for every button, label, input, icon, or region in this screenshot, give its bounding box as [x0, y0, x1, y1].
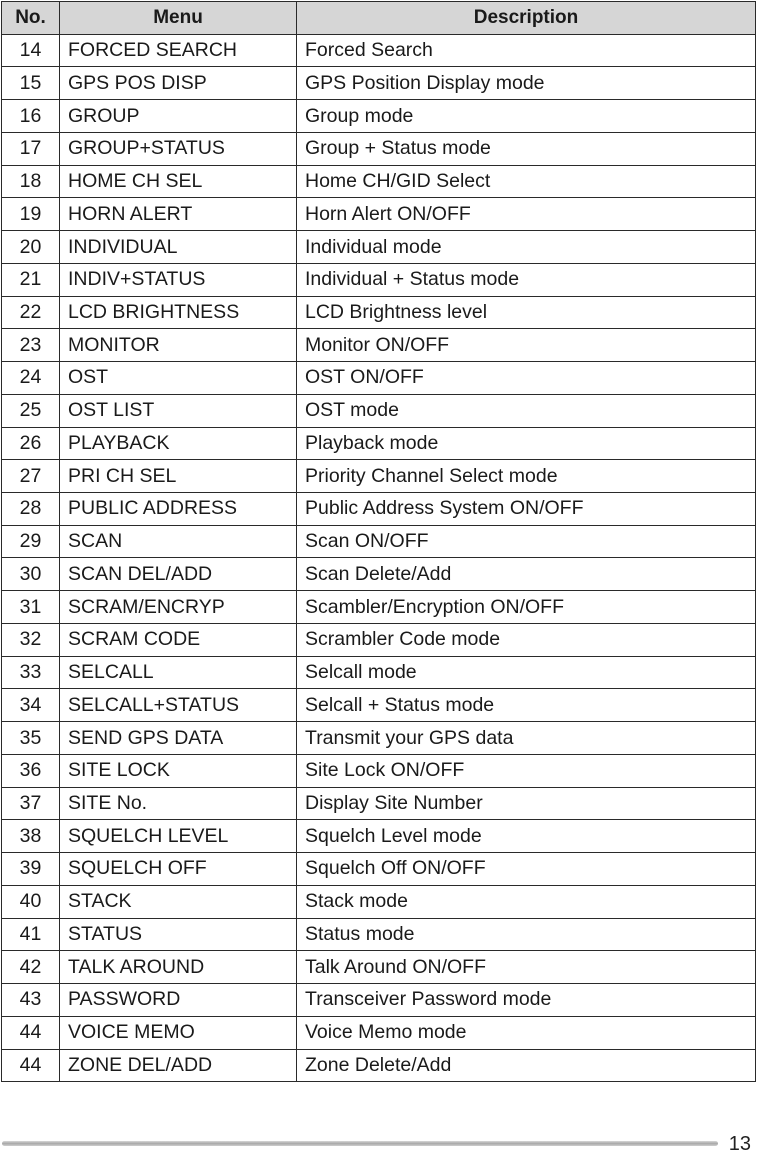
- cell-description: Selcall mode: [297, 656, 756, 689]
- cell-description: Site Lock ON/OFF: [297, 754, 756, 787]
- table-row: [2, 722, 756, 755]
- table-row: [2, 623, 756, 656]
- cell-description: Display Site Number: [297, 787, 756, 820]
- cell-description: Forced Search: [297, 34, 756, 67]
- table-row: [2, 787, 756, 820]
- cell-no: 16: [2, 100, 60, 133]
- cell-menu: GROUP: [60, 100, 297, 133]
- table-row: [2, 329, 756, 362]
- header-no: No.: [2, 2, 60, 35]
- table-row: [2, 525, 756, 558]
- cell-menu: SCRAM CODE: [60, 623, 297, 656]
- menu-table: [1, 1, 756, 1082]
- cell-menu: GROUP+STATUS: [60, 132, 297, 165]
- cell-menu: SITE LOCK: [60, 754, 297, 787]
- cell-no: 14: [2, 34, 60, 67]
- table-row: [2, 394, 756, 427]
- table-row: [2, 984, 756, 1017]
- cell-no: 38: [2, 820, 60, 853]
- cell-menu: OST LIST: [60, 394, 297, 427]
- cell-menu: SITE No.: [60, 787, 297, 820]
- cell-menu: PASSWORD: [60, 984, 297, 1017]
- table-row: [2, 656, 756, 689]
- cell-description: Priority Channel Select mode: [297, 460, 756, 493]
- cell-no: 29: [2, 525, 60, 558]
- table-row: [2, 591, 756, 624]
- cell-no: 25: [2, 394, 60, 427]
- cell-no: 41: [2, 918, 60, 951]
- cell-description: Scan Delete/Add: [297, 558, 756, 591]
- cell-description: Talk Around ON/OFF: [297, 951, 756, 984]
- table-row: [2, 427, 756, 460]
- cell-no: 28: [2, 493, 60, 526]
- cell-description: Zone Delete/Add: [297, 1049, 756, 1082]
- cell-no: 37: [2, 787, 60, 820]
- table-row: [2, 558, 756, 591]
- cell-description: Group + Status mode: [297, 132, 756, 165]
- table-row: [2, 689, 756, 722]
- cell-no: 40: [2, 885, 60, 918]
- cell-no: 33: [2, 656, 60, 689]
- cell-menu: VOICE MEMO: [60, 1016, 297, 1049]
- table-body: [2, 34, 756, 1082]
- table-header-row: [2, 2, 756, 35]
- cell-menu: SCRAM/ENCRYP: [60, 591, 297, 624]
- table-row: [2, 918, 756, 951]
- cell-description: Stack mode: [297, 885, 756, 918]
- cell-menu: INDIV+STATUS: [60, 263, 297, 296]
- cell-description: Squelch Off ON/OFF: [297, 853, 756, 886]
- cell-no: 19: [2, 198, 60, 231]
- cell-menu: ZONE DEL/ADD: [60, 1049, 297, 1082]
- cell-no: 27: [2, 460, 60, 493]
- cell-no: 17: [2, 132, 60, 165]
- cell-description: Scambler/Encryption ON/OFF: [297, 591, 756, 624]
- cell-menu: PLAYBACK: [60, 427, 297, 460]
- cell-description: Group mode: [297, 100, 756, 133]
- table-row: [2, 1016, 756, 1049]
- cell-no: 26: [2, 427, 60, 460]
- cell-description: Voice Memo mode: [297, 1016, 756, 1049]
- table-row: [2, 263, 756, 296]
- table-row: [2, 885, 756, 918]
- cell-description: Selcall + Status mode: [297, 689, 756, 722]
- cell-no: 24: [2, 362, 60, 395]
- cell-description: Public Address System ON/OFF: [297, 493, 756, 526]
- cell-description: Scan ON/OFF: [297, 525, 756, 558]
- cell-menu: SQUELCH LEVEL: [60, 820, 297, 853]
- table-row: [2, 362, 756, 395]
- cell-no: 44: [2, 1016, 60, 1049]
- footer-rule: [2, 1141, 718, 1146]
- cell-description: Playback mode: [297, 427, 756, 460]
- cell-description: Status mode: [297, 918, 756, 951]
- cell-description: OST mode: [297, 394, 756, 427]
- cell-menu: STATUS: [60, 918, 297, 951]
- cell-menu: SELCALL+STATUS: [60, 689, 297, 722]
- page-number: 13: [728, 1133, 751, 1155]
- cell-no: 35: [2, 722, 60, 755]
- table-row: [2, 754, 756, 787]
- cell-description: LCD Brightness level: [297, 296, 756, 329]
- cell-no: 36: [2, 754, 60, 787]
- cell-no: 18: [2, 165, 60, 198]
- table-row: [2, 100, 756, 133]
- cell-menu: STACK: [60, 885, 297, 918]
- cell-description: OST ON/OFF: [297, 362, 756, 395]
- cell-menu: LCD BRIGHTNESS: [60, 296, 297, 329]
- cell-description: Individual + Status mode: [297, 263, 756, 296]
- header-menu: Menu: [60, 2, 297, 35]
- cell-menu: PUBLIC ADDRESS: [60, 493, 297, 526]
- cell-no: 30: [2, 558, 60, 591]
- cell-description: Transmit your GPS data: [297, 722, 756, 755]
- cell-menu: FORCED SEARCH: [60, 34, 297, 67]
- cell-description: Scrambler Code mode: [297, 623, 756, 656]
- table-row: [2, 1049, 756, 1082]
- cell-menu: SQUELCH OFF: [60, 853, 297, 886]
- cell-no: 34: [2, 689, 60, 722]
- cell-menu: SCAN: [60, 525, 297, 558]
- cell-menu: OST: [60, 362, 297, 395]
- cell-menu: HORN ALERT: [60, 198, 297, 231]
- table-row: [2, 820, 756, 853]
- cell-no: 39: [2, 853, 60, 886]
- cell-description: Transceiver Password mode: [297, 984, 756, 1017]
- table-row: [2, 853, 756, 886]
- cell-no: 44: [2, 1049, 60, 1082]
- cell-menu: SEND GPS DATA: [60, 722, 297, 755]
- cell-description: Monitor ON/OFF: [297, 329, 756, 362]
- table-row: [2, 67, 756, 100]
- table-row: [2, 460, 756, 493]
- table-row: [2, 165, 756, 198]
- cell-menu: MONITOR: [60, 329, 297, 362]
- cell-no: 15: [2, 67, 60, 100]
- cell-no: 22: [2, 296, 60, 329]
- cell-no: 43: [2, 984, 60, 1017]
- table-row: [2, 34, 756, 67]
- cell-no: 23: [2, 329, 60, 362]
- cell-menu: INDIVIDUAL: [60, 231, 297, 264]
- cell-menu: SCAN DEL/ADD: [60, 558, 297, 591]
- cell-description: Individual mode: [297, 231, 756, 264]
- cell-description: Horn Alert ON/OFF: [297, 198, 756, 231]
- cell-menu: HOME CH SEL: [60, 165, 297, 198]
- header-description: Description: [297, 2, 756, 35]
- table-row: [2, 231, 756, 264]
- cell-no: 32: [2, 623, 60, 656]
- cell-menu: PRI CH SEL: [60, 460, 297, 493]
- cell-description: GPS Position Display mode: [297, 67, 756, 100]
- cell-no: 42: [2, 951, 60, 984]
- cell-no: 20: [2, 231, 60, 264]
- cell-no: 31: [2, 591, 60, 624]
- cell-description: Home CH/GID Select: [297, 165, 756, 198]
- table-row: [2, 296, 756, 329]
- cell-description: Squelch Level mode: [297, 820, 756, 853]
- table-row: [2, 951, 756, 984]
- table-row: [2, 198, 756, 231]
- table-row: [2, 132, 756, 165]
- cell-menu: TALK AROUND: [60, 951, 297, 984]
- table-row: [2, 493, 756, 526]
- cell-no: 21: [2, 263, 60, 296]
- cell-menu: GPS POS DISP: [60, 67, 297, 100]
- cell-menu: SELCALL: [60, 656, 297, 689]
